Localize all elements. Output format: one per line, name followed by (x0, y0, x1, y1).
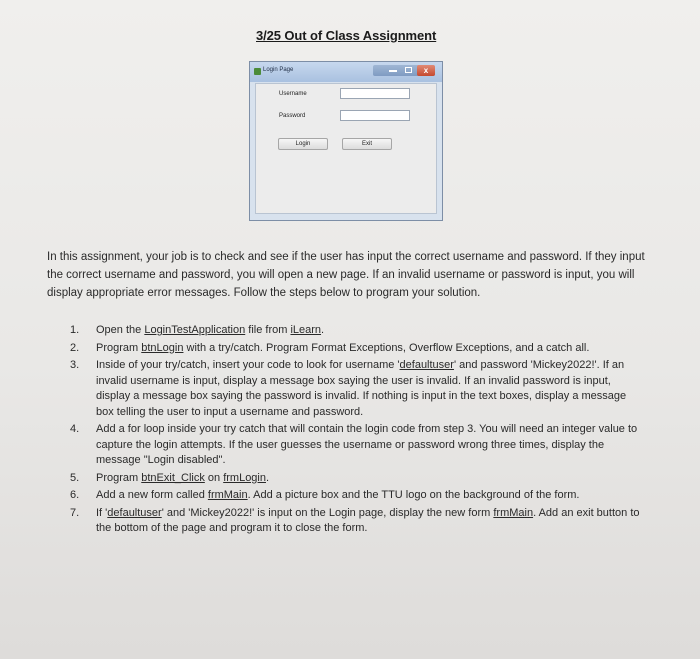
list-item (70, 341, 645, 357)
login-button: Login (278, 138, 328, 150)
step-text: . Add an exit button to the bottom of the page and program it to close the form. (96, 506, 640, 534)
step-text: Add a for loop inside your try catch that will contain the login code from step 3. You will need an integer value to capture the login attempts. If the user guesses the username or password wrong three times, display the message "Login disabled". (96, 423, 638, 466)
close-icon: x (417, 65, 435, 76)
step-code-term: frmMain (493, 506, 534, 519)
form-icon (254, 68, 261, 75)
list-item (70, 471, 645, 487)
step-text: Add a new form called (96, 489, 208, 501)
step-code-term: btnLogin (141, 341, 184, 354)
password-field (340, 110, 410, 121)
exit-button: Exit (342, 138, 392, 150)
list-item (70, 323, 645, 339)
step-code-term: defaultuser (399, 359, 454, 371)
step-text: file from (245, 324, 291, 336)
step-number: 2. (70, 341, 80, 354)
intro-paragraph: In this assignment, your job is to check and see if the user has input the correct username and password. If they input the correct username and password, you will open a new page. If an invalid username or password is input, you will display appropriate error messages. Follow the steps below to program your solution. (47, 250, 645, 299)
step-text: If ' (96, 506, 108, 519)
step-text: on (204, 471, 224, 484)
step-number: 5. (70, 471, 80, 484)
step-text: with a try/catch. Program Format Exceptions, Overflow Exceptions, and a catch all. (183, 341, 590, 354)
window-titlebar (250, 62, 442, 82)
step-text: . (265, 471, 270, 484)
login-form-screenshot (249, 61, 443, 221)
step-number: 7. (70, 506, 80, 519)
list-item (70, 422, 645, 469)
step-number: 6. (70, 489, 80, 501)
minimize-icon (389, 70, 397, 72)
step-text: Program (96, 341, 142, 354)
step-text: . (321, 324, 325, 336)
username-field (340, 88, 410, 99)
list-item (70, 358, 645, 420)
step-code-term: frmMain (207, 489, 248, 501)
step-text: Program (96, 471, 142, 484)
step-text: Inside of your try/catch, insert your code to look for username ' (96, 359, 400, 371)
form-body (255, 83, 437, 214)
steps-list (70, 323, 645, 539)
step-number: 1. (70, 324, 80, 336)
step-text: Open the (96, 324, 145, 336)
step-code-term: iLearn (290, 324, 322, 336)
step-code-term: frmLogin (223, 471, 266, 484)
password-label: Password (279, 113, 306, 119)
step-text: . Add a picture box and the TTU logo on the background of the form. (247, 489, 580, 501)
step-code-term: LoginTestApplication (144, 324, 246, 336)
list-item (70, 488, 645, 504)
step-number: 3. (70, 359, 80, 371)
step-code-term: btnExit_Click (141, 471, 205, 484)
window-title: Login Page (263, 67, 294, 73)
step-text: ' and 'Mickey2022!' is input on the Login page, display the new form (161, 506, 494, 519)
assignment-title: 3/25 Out of Class Assignment (256, 28, 437, 43)
list-item (70, 506, 645, 537)
step-text: ' and password 'Mickey2022!'. If an invalid username is input, display a message box saying the user is invalid. If an invalid password is input, display a message box saying the password is invalid. If nothing is input in the text boxes, display a message box telling the user to input a username and password. (96, 359, 627, 418)
step-code-term: defaultuser (107, 506, 162, 519)
step-number: 4. (70, 423, 80, 435)
maximize-icon (405, 67, 412, 73)
window-controls (373, 65, 435, 76)
username-label: Username (279, 91, 307, 97)
